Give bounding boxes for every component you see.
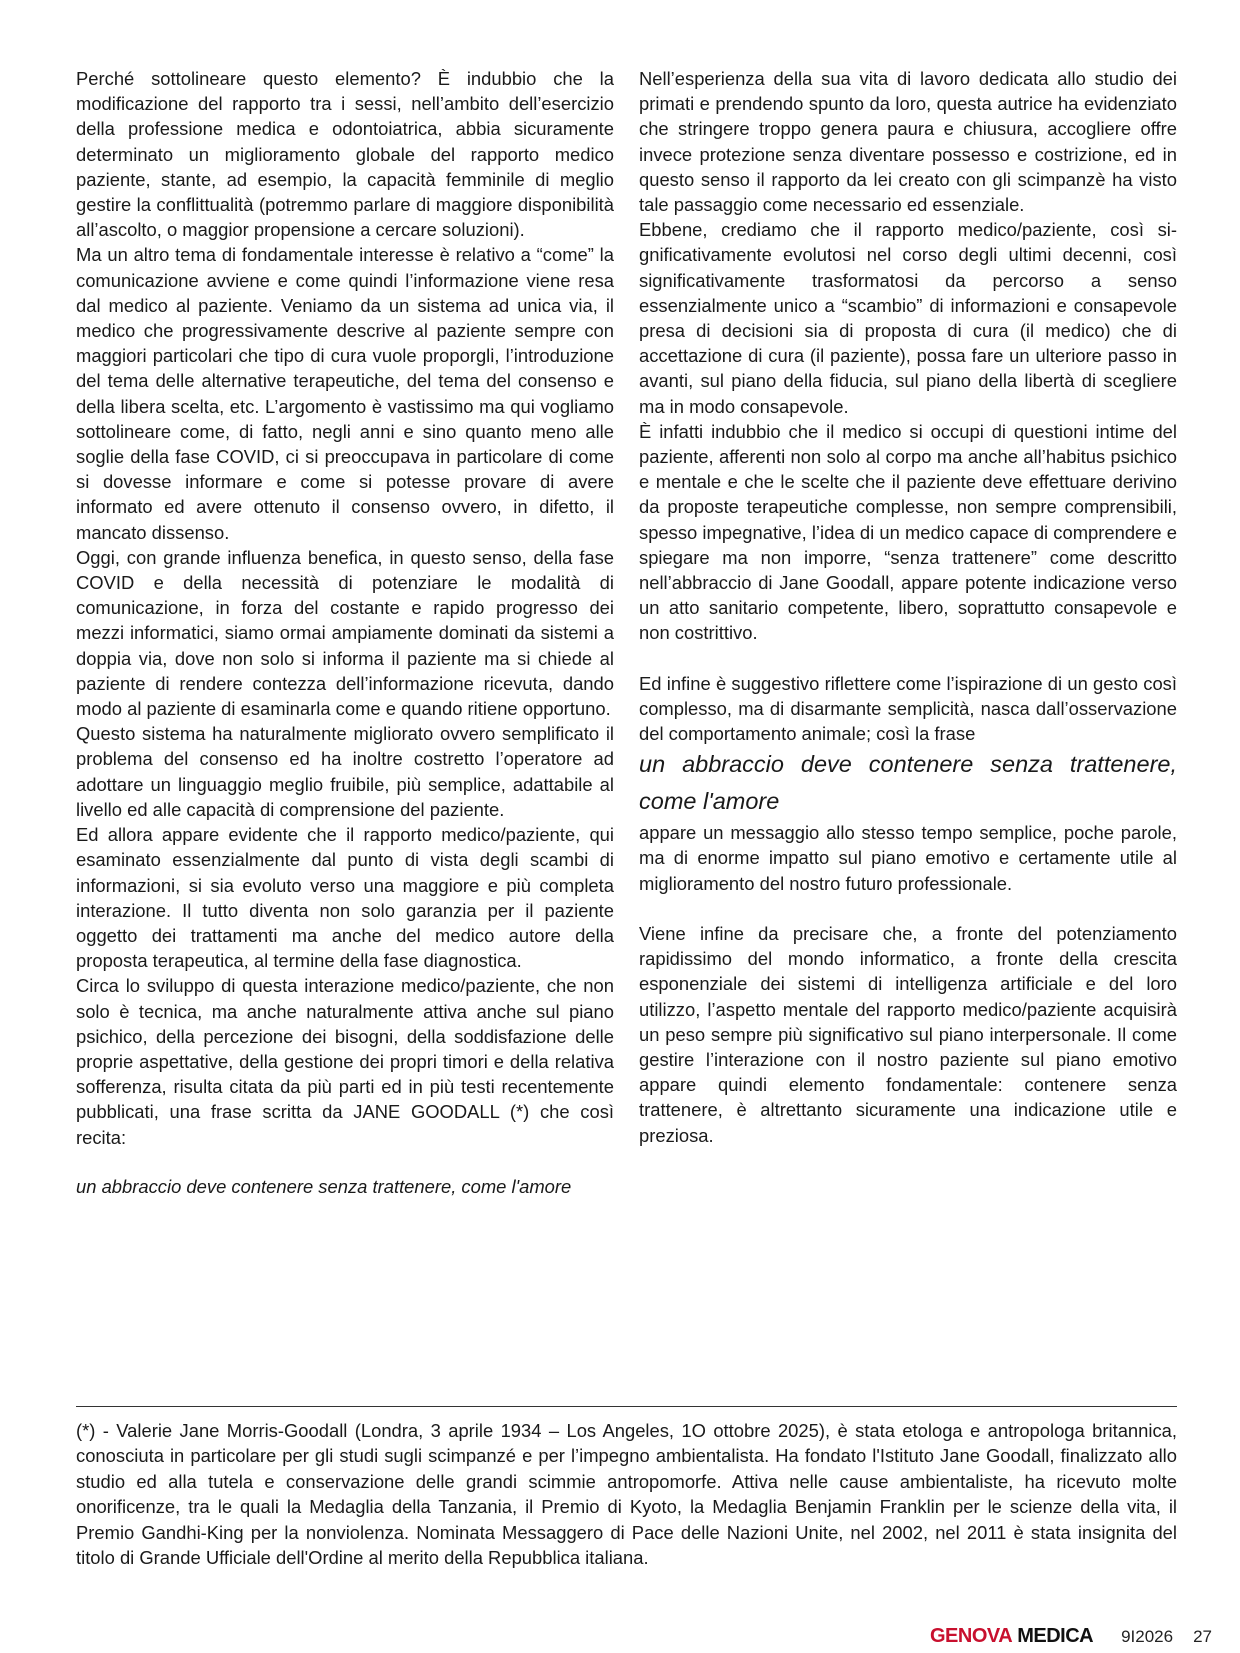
pull-quote: un abbraccio deve contenere senza trattenere, come l'amore: [639, 751, 1177, 815]
footnote: (*) - Valerie Jane Morris-Goodall (Londra, 3 aprile 1934 – Los Angeles, 1O ottobre 2025), è stata etologa e antropologa britannica, conosciuta in particolare per gli studi sugli scimpanzé e per l’impegno ambientalista. Ha fondato l'Istituto Jane Goodall, finalizzato allo studio ed alla tutela e conservazione delle grandi scimmie antropomorfe. Attiva nelle cause ambientaliste, ha ricevuto molte onorificenze, tra le quali la Medaglia della Tanzania, il Premio di Kyoto, la Medaglia Benjamin Franklin per le scienze della vita, il Premio Gandhi-King per la nonviolenza. Nominata Messaggero di Pace delle Nazioni Unite, nel 2002, nel 2011 è stata insignita del titolo di Grande Ufficiale dell'Ordine al merito della Repubblica italiana.: [76, 1420, 1177, 1569]
brand-logo: [930, 1625, 1093, 1648]
paragraph: Ed allora appare evidente che il rapporto medico/paziente, qui esaminato essenzialmente dal punto di vista degli scambi di informazioni, si sia evoluto verso una maggiore e più completa interazione. Il tutto diventa non solo garanzia per il paziente oggetto dei trattamenti ma anche del medico autore della proposta terapeutica, al termine della fase diagnostica.: [76, 824, 614, 972]
paragraph: Questo sistema ha naturalmente migliorato ovvero semplificato il problema del consenso ed ha inoltre costretto l’operatore ad adottare un linguaggio meglio fruibile, più semplice, adattabile al livello ed alle capacità di comprensione del paziente.: [76, 723, 614, 820]
paragraph: Oggi, con grande influenza benefica, in questo senso, della fase COVID e della necessità di potenziare le modalità di comunicazione, in forza del costante e rapido progresso dei mezzi informatici, siamo ormai ampiamente dominati da sistemi a doppia via, dove non solo si informa il paziente ma si chiede al paziente di rendere contezza dell’informazione ricevuta, dando modo al paziente di esaminarla come e quando ritiene opportuno.: [76, 546, 614, 720]
left-column: [76, 66, 614, 1199]
paragraph: Viene infine da precisare che, a fronte del potenziamento rapidissimo del mondo informatico, a fronte della crescita esponenziale dei sistemi di intelligenza artificiale e del loro utilizzo, l’aspetto mentale del rapporto medico/paziente acquisirà un peso sempre più significativo sul piano interpersonale. Il come gestire l’interazione con il nostro paziente sul piano emotivo appare quindi elemento fondamentale: contenere senza trattenere, è altrettanto sicuramente una indicazione utile e preziosa.: [639, 922, 1177, 1146]
paragraph: Nell’esperienza della sua vita di lavoro dedicata allo studio dei primati e prendendo spunto da loro, questa autrice ha evidenziato che stringere troppo genera paura e chiusura, accogliere offre invece protezione senza diventare possesso e costrizione, ed in questo senso il rapporto da lei creato con gli scimpanzè ha visto tale passaggio come necessario ed essenziale.: [639, 68, 1177, 216]
inline-quote: un abbraccio deve contenere senza trattenere, come l'amore: [76, 1175, 572, 1197]
brand-name-medica: MEDICA: [1017, 1625, 1094, 1647]
paragraph: È infatti indubbio che il medico si occupi di questioni intime del paziente, afferenti non solo al corpo ma anche all’habitus psichico e mentale e che le scelte che il paziente deve effettuare derivino da proposte terapeutiche complesse, non sempre comprensibili, spesso impegnative, l’idea di un medico capace di comprendere e spiegare ma non imporre, “senza trattenere” come descritto nell’abbraccio di Jane Goodall, appare potente indicazione verso un atto sanitario competente, libero, soprattutto consapevole e non costrittivo.: [639, 420, 1177, 644]
paragraph: Ebbene, crediamo che il rapporto medico/paziente, così significativamente evolutosi nel corso degli ultimi decenni, così significativamente trasformatosi da percorso a senso essenzialmente unico a “scambio” di informazioni e consapevole presa di decisioni sia di proposta di cura (il medico) che di accettazione di cura (il paziente), possa fare un ulteriore passo in avanti, sul piano della fiducia, sul piano della libertà di scegliere ma in modo consapevole.: [639, 219, 1177, 417]
right-column: [639, 66, 1177, 1148]
page-number: 27: [1193, 1627, 1212, 1646]
paragraph: Ma un altro tema di fondamentale interesse è relativo a “come” la comunicazione avviene e come quindi l’informazione viene resa dal medico al paziente. Veniamo da un sistema ad unica via, il medico che progressivamente descrive al paziente sempre con maggiori particolari che tipo di cura vuole proporgli, l’introduzione del tema delle alternative terapeutiche, del tema del consenso e della libera scelta, etc. L’argomento è vastissimo ma qui vogliamo sottolineare come, di fatto, negli anni e sino quanto meno alle soglie della fase COVID, ci si preoccupava in particolare di come si dovesse informare e come si potesse provare di avere informato ed avere ottenuto il consenso ovvero, in difetto, il mancato dissenso.: [76, 244, 614, 543]
paragraph: Perché sottolineare questo elemento? È indubbio che la modificazione del rapporto tra i sessi, nell’ambito dell’esercizio della professione medica e odontoiatrica, abbia sicuramente determinato un miglioramento globale del rapporto medico paziente, stante, ad esempio, la capacità femminile di meglio gestire la conflittualità (potremmo parlare di maggiore disponibilità all’ascolto, o maggior propensione a cercare soluzioni).: [76, 68, 614, 241]
page-footer: [930, 1625, 1212, 1648]
paragraph: Circa lo sviluppo di questa interazione medico/paziente, che non solo è tecnica, ma anche naturalmente attiva anche sul piano psichico, della percezione dei bisogni, della soddisfazione delle proprie aspettative, della gestione dei propri timori e della relativa sofferenza, risulta citata da più parti ed in più testi recentemente pubblicati, una frase scritta da JANE GOODALL (*) che così recita:: [76, 975, 614, 1148]
paragraph: Ed infine è suggestivo riflettere come l’ispirazione di un gesto così complesso, ma di disarmante semplicità, nasca dall’osservazione del comportamento animale; così la frase: [639, 672, 1177, 745]
issue-label: 9I2026: [1121, 1627, 1174, 1646]
footnote-divider: [76, 1406, 1177, 1407]
paragraph: appare un messaggio allo stesso tempo semplice, poche parole, ma di enorme impatto sul piano emotivo e certamente utile al miglioramento del nostro futuro professionale.: [639, 822, 1177, 894]
brand-name-genova: GENOVA: [929, 1625, 1013, 1647]
